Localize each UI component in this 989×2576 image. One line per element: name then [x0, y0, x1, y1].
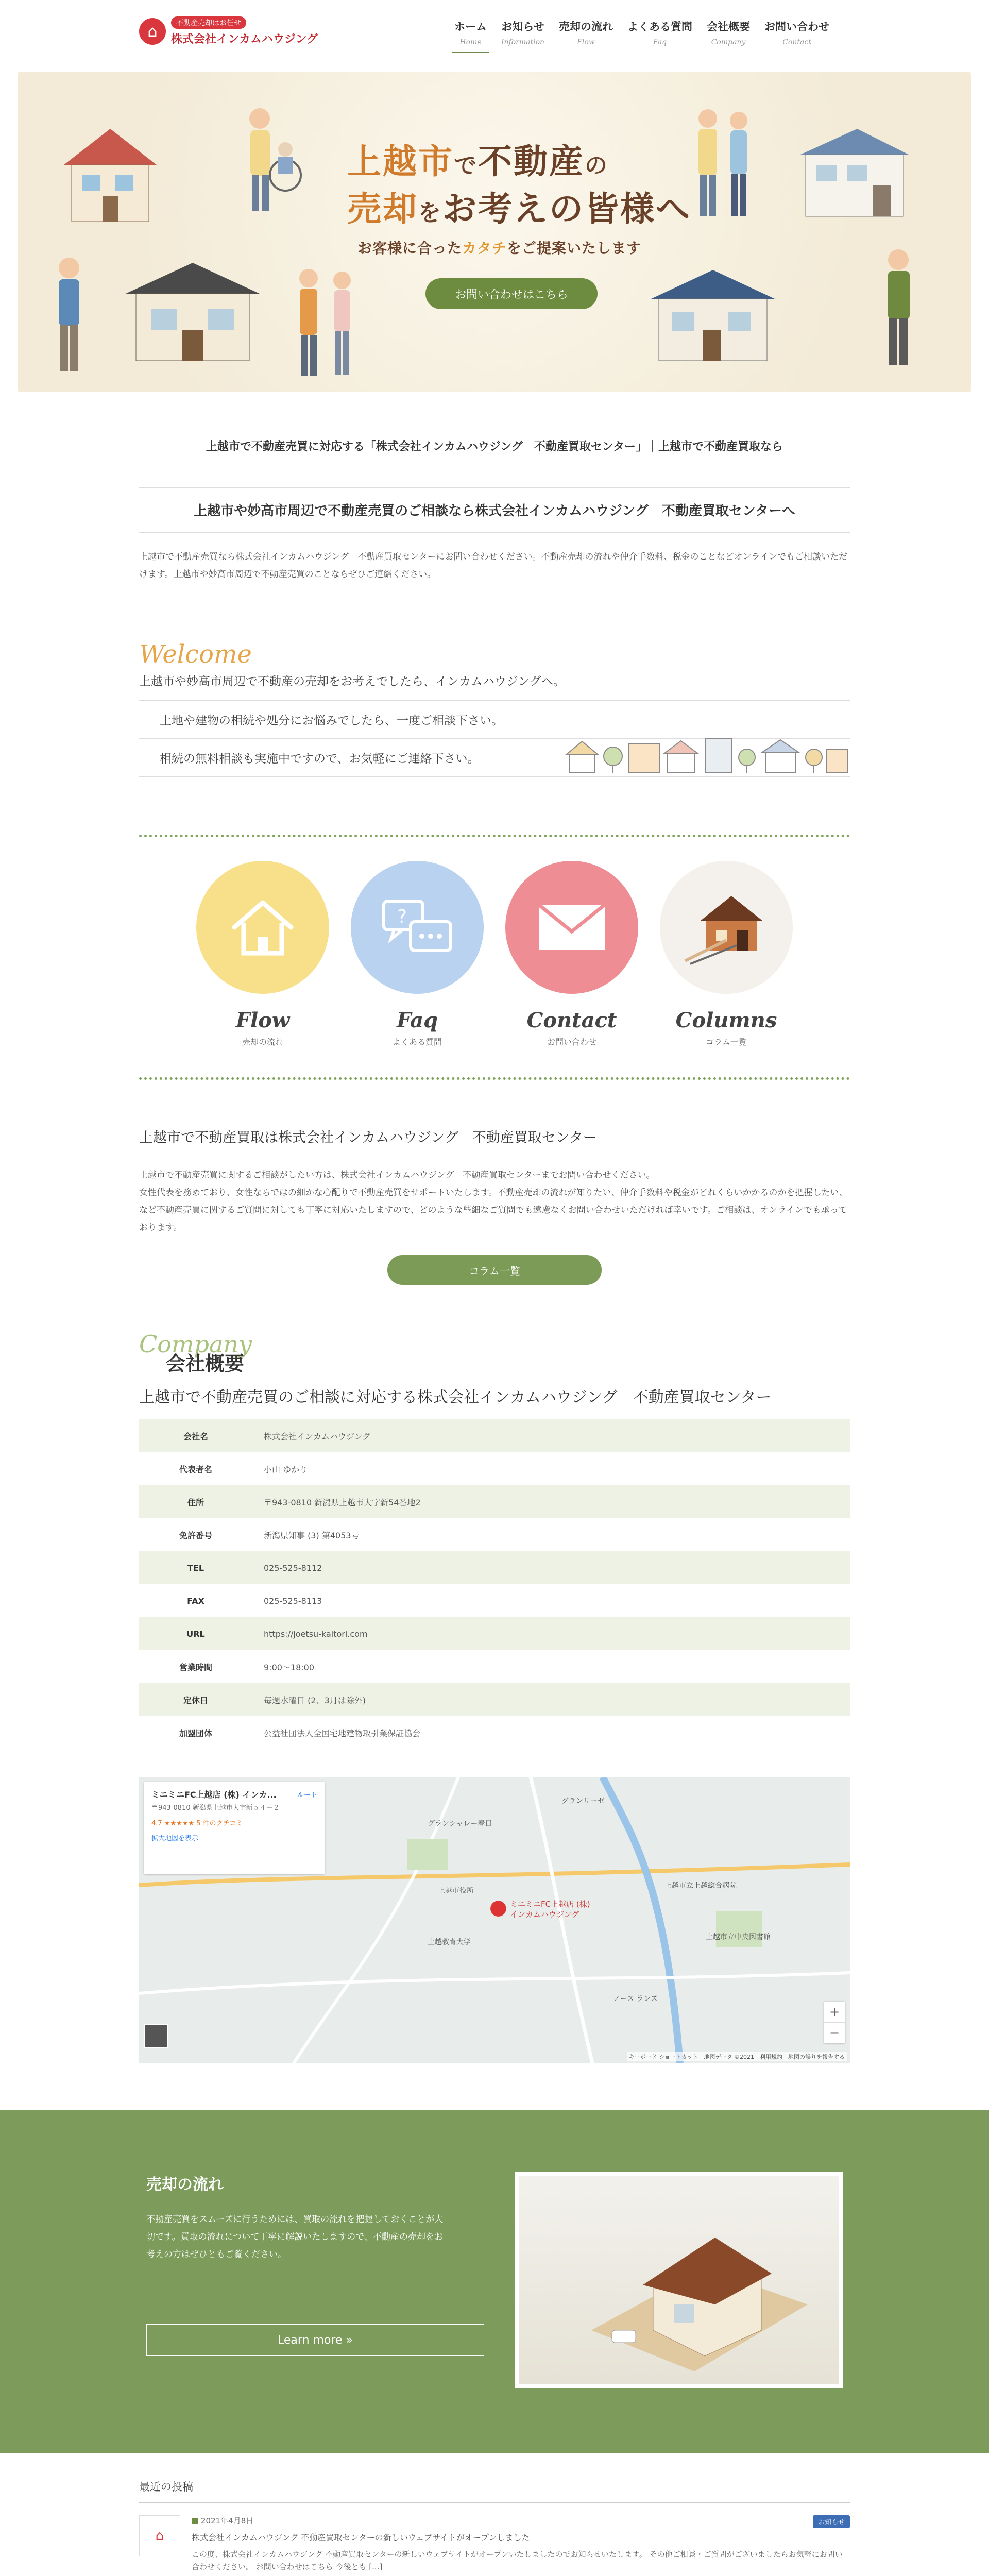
post-body: [192, 2515, 850, 2573]
table-row: [139, 1617, 850, 1650]
logo-company-name: 株式会社インカムハウジング: [171, 33, 318, 46]
hero-title-city: 上越市: [347, 142, 454, 181]
table-row: [139, 1518, 850, 1551]
google-map[interactable]: [139, 1777, 850, 2063]
intro-text: 上越市で不動産売買なら株式会社インカムハウジング 不動産買取センターにお問い合わせください。不動産売却の流れや仲介手数料、税金のことなどオンラインでもご相談いただけます。上越市や妙高市周辺で不動産売買のことならぜひご連絡ください。: [139, 552, 848, 580]
map-place-address: 〒943-0810 新潟県上越市大字新５４－２: [151, 1804, 280, 1812]
speech-bubbles-icon: [351, 861, 484, 994]
post-category-badge[interactable]: お知らせ: [813, 2515, 850, 2528]
logo-text: [171, 16, 318, 46]
nav-information[interactable]: [499, 19, 547, 53]
row-key: 住所: [139, 1485, 252, 1518]
quick-link-flow[interactable]: [196, 861, 329, 1047]
site-header: [0, 0, 989, 72]
svg-text:?: ?: [397, 906, 407, 927]
global-nav: [447, 19, 837, 53]
calendar-icon: [192, 2518, 198, 2524]
house-illustration: [54, 118, 177, 232]
nav-label: ホーム: [454, 21, 487, 33]
flow-title: 売却の流れ: [146, 2176, 224, 2194]
welcome-section: [139, 640, 850, 777]
map-satellite-toggle[interactable]: [144, 2024, 168, 2048]
nav-label: お知らせ: [501, 21, 544, 33]
row-value: 新潟県知事 (3) 第4053号: [264, 1530, 360, 1540]
zoom-out-icon[interactable]: −: [824, 2022, 845, 2043]
welcome-line: 上越市や妙高市周辺で不動産の売却をお考えでしたら、インカムハウジングへ。: [139, 672, 850, 701]
map-zoom-controls: [824, 2002, 845, 2043]
nav-contact[interactable]: [762, 19, 831, 53]
house-model-photo: [515, 2172, 843, 2388]
table-row: [139, 1683, 850, 1716]
nav-label: 会社概要: [707, 21, 751, 33]
company-info-table: [139, 1419, 850, 1749]
nav-home[interactable]: [452, 19, 489, 53]
nav-label: よくある質問: [627, 21, 693, 33]
site-logo[interactable]: [139, 16, 318, 46]
row-value: 毎週水曜日 (2、3月は除外): [252, 1683, 850, 1716]
quick-link-en: Faq: [396, 1008, 438, 1032]
map-place-card: [144, 1782, 325, 1874]
row-key: FAX: [187, 1596, 204, 1606]
quick-link-en: Contact: [526, 1008, 617, 1032]
table-row: [139, 1716, 850, 1749]
quick-link-ja: よくある質問: [392, 1037, 442, 1047]
row-value: 025-525-8113: [264, 1596, 322, 1606]
modern-house-illustration: [790, 124, 914, 222]
nav-flow[interactable]: [557, 19, 615, 53]
about-section: [139, 1126, 850, 1285]
about-text: 女性代表を務めており、女性ならではの細かな心配りで不動産売買をサポートいたします。不動産売却の流れが知りたい、仲介手数料や税金がどれくらいかかるのかを把握したい、など不動産売買に関するご質問に対しても丁寧に対応いたしますので、どのような些細なご質問でも遠慮なくお問い合わせいただければ幸いです。ご相談は、オンラインでも承っております。: [139, 1188, 848, 1233]
table-row: [139, 1452, 850, 1485]
nav-label-en: Home: [459, 38, 482, 46]
row-key: 営業時間: [179, 1662, 212, 1672]
nav-label-en: Contact: [782, 38, 811, 46]
hero-title-particle: の: [585, 152, 609, 179]
post-date: [192, 2515, 850, 2526]
nav-label: お問い合わせ: [764, 21, 830, 33]
about-paragraph: [139, 1166, 850, 1236]
row-key: 加盟団体: [179, 1728, 212, 1738]
quick-link-en: Columns: [675, 1008, 777, 1032]
nav-label-en: Faq: [653, 38, 667, 46]
table-row: [139, 1584, 850, 1617]
hero-title: [347, 138, 708, 233]
logo-house-icon: ⌂: [139, 18, 166, 45]
row-value: 公益社団法人全国宅地建物取引業保証協会: [264, 1728, 421, 1738]
logo-subtitle: 不動産売却はお任せ: [171, 16, 246, 29]
map-attribution[interactable]: キーボード ショートカット 地図データ ©2021 利用規約 地図の誤りを報告する: [627, 2052, 847, 2061]
intro-heading-main: 上越市や妙高市周辺で不動産売買のご相談なら株式会社インカムハウジング 不動産買取センターへ: [139, 487, 850, 533]
company-subtitle: 上越市で不動産売買のご相談に対応する株式会社インカムハウジング 不動産買取センター: [139, 1388, 772, 1406]
quick-link-ja: コラム一覧: [706, 1037, 747, 1047]
map-place-rating: 4.7 ★★★★★ 5 件のクチコミ: [151, 1819, 243, 1827]
quick-link-en: Flow: [235, 1008, 290, 1032]
hero-title-word: 売却: [347, 189, 418, 229]
nav-faq[interactable]: [625, 19, 694, 53]
map-place-title: ミニミニFC上越店 (株) インカ...: [151, 1790, 277, 1800]
map-label: グランシャレー春日: [428, 1820, 492, 1828]
row-value: 025-525-8112: [252, 1551, 850, 1584]
recent-posts-title: 最近の投稿: [139, 2479, 850, 2503]
hero-lead: [357, 237, 641, 258]
company-script-title: Company: [139, 1330, 252, 1358]
map-label: 上越市役所: [438, 1887, 474, 1895]
house-model-icon: [519, 2176, 839, 2384]
map-label: 上越市立中央図書館: [706, 1933, 771, 1941]
map-label: 上越市立上越総合病院: [664, 1882, 737, 1890]
row-key: 会社名: [139, 1419, 252, 1452]
table-row: [139, 1650, 850, 1683]
intro-heading-small: 上越市で不動産売買に対応する「株式会社インカムハウジング 不動産買取センター」｜上越市で不動産買取なら: [206, 440, 783, 453]
quick-link-contact[interactable]: [505, 861, 638, 1047]
row-value: 小山 ゆかり: [264, 1464, 308, 1475]
hero-lead-accent: カタチ: [462, 240, 507, 257]
envelope-icon: [505, 861, 638, 994]
row-key: 代表者名: [179, 1464, 212, 1475]
table-row: [139, 1551, 850, 1584]
row-key: URL: [139, 1617, 252, 1650]
salesperson-illustration: [867, 242, 929, 371]
welcome-line: 相続の無料相談も実施中ですので、お気軽にご連絡下さい。: [139, 739, 850, 777]
post-title[interactable]: 株式会社インカムハウジング 不動産買取センターの新しいウェブサイトがオープンしました: [192, 2533, 530, 2543]
map-label: ノース ランズ: [613, 1995, 658, 2003]
townscape-illustration: [561, 734, 850, 775]
nav-label: 売却の流れ: [559, 21, 613, 33]
quick-links: [139, 837, 850, 1077]
hero: [18, 72, 971, 392]
flow-text: 不動産売買をスムーズに行うためには、買取の流れを把握しておくことが大切です。買取の流れについて丁寧に解説いたしますので、不動産の売却をお考えの方はぜひともご覧ください。: [146, 2214, 444, 2260]
table-row: [139, 1419, 850, 1452]
dotted-divider: [139, 1077, 850, 1080]
hero-title-word: 不動産: [478, 142, 585, 181]
post-thumbnail-logo-icon[interactable]: ⌂: [139, 2515, 180, 2556]
zoom-in-icon[interactable]: +: [829, 2005, 840, 2019]
company-section: [139, 1332, 850, 1749]
quick-link-ja: お問い合わせ: [547, 1037, 596, 1047]
map-pin-label: ミニミニFC上越店 (株) インカムハウジング: [510, 1900, 590, 1919]
row-key: 免許番号: [179, 1530, 212, 1540]
blue-roof-house-illustration: [646, 263, 780, 366]
flow-learn-more-button[interactable]: Learn more »: [146, 2324, 484, 2356]
nav-label-en: Information: [501, 38, 545, 46]
about-text: 上越市で不動産売買に関するご相談がしたい方は、株式会社インカムハウジング 不動産買取センターまでお問い合わせください。: [139, 1170, 655, 1180]
hero-lead-text: お客様に合った: [357, 240, 463, 257]
japanese-house-illustration: [121, 258, 265, 371]
man-illustration: [48, 252, 90, 376]
list-item[interactable]: [139, 2503, 850, 2576]
welcome-line: 土地や建物の相続や処分にお悩みでしたら、一度ご相談下さい。: [139, 701, 850, 739]
hero-title-particle: を: [418, 200, 442, 227]
flow-banner: [0, 2110, 989, 2453]
house-icon: [196, 861, 329, 994]
nav-label-en: Company: [711, 38, 746, 46]
hero-lead-text: をご提案いたします: [507, 240, 642, 257]
map-pin-icon[interactable]: ●: [489, 1895, 507, 1919]
welcome-script-title: Welcome: [139, 640, 252, 669]
row-value: 株式会社インカムハウジング: [252, 1419, 850, 1452]
post-excerpt: この度、株式会社インカムハウジング 不動産買取センターの新しいウェブサイトがオープンいたしましたのでお知らせいたします。 その他ご相談・ご質問がございましたらお気軽にお問い合わせください。 お問い合わせはこちら 今後とも [...]: [192, 2550, 843, 2571]
quick-link-faq[interactable]: [351, 861, 484, 1047]
map-route-link[interactable]: ルート: [297, 1791, 317, 1799]
nav-company[interactable]: [705, 19, 752, 53]
map-label: 上越教育大学: [428, 1938, 471, 1946]
nav-label-en: Flow: [577, 38, 595, 46]
house-model-icon: [660, 861, 793, 994]
table-row: [139, 1485, 850, 1518]
map-enlarge-link[interactable]: 拡大地図を表示: [151, 1834, 199, 1842]
hero-title-word: お考えの皆様へ: [442, 189, 691, 229]
row-value[interactable]: https://joetsu-kaitori.com: [252, 1617, 850, 1650]
company-title: 会社概要: [166, 1352, 245, 1375]
hero-title-particle: で: [454, 152, 478, 179]
map-label: グランリーゼ: [561, 1797, 605, 1805]
quick-link-columns[interactable]: [660, 861, 793, 1047]
hero-contact-button[interactable]: お問い合わせはこちら: [425, 278, 598, 309]
recent-posts: [139, 2479, 850, 2576]
about-title: 上越市で不動産買取は株式会社インカムハウジング 不動産買取センター: [139, 1126, 850, 1156]
quick-link-ja: 売却の流れ: [242, 1037, 283, 1047]
family-illustration: [229, 98, 311, 227]
row-value: 9:00～18:00: [264, 1662, 315, 1672]
row-value: 〒943-0810 新潟県上越市大字新54番地2: [252, 1485, 850, 1518]
columns-button[interactable]: コラム一覧: [387, 1255, 602, 1285]
row-key: TEL: [139, 1551, 252, 1584]
row-key: 定休日: [139, 1683, 252, 1716]
couple-illustration: [285, 263, 368, 381]
post-date-text: 2021年4月8日: [201, 2516, 254, 2526]
